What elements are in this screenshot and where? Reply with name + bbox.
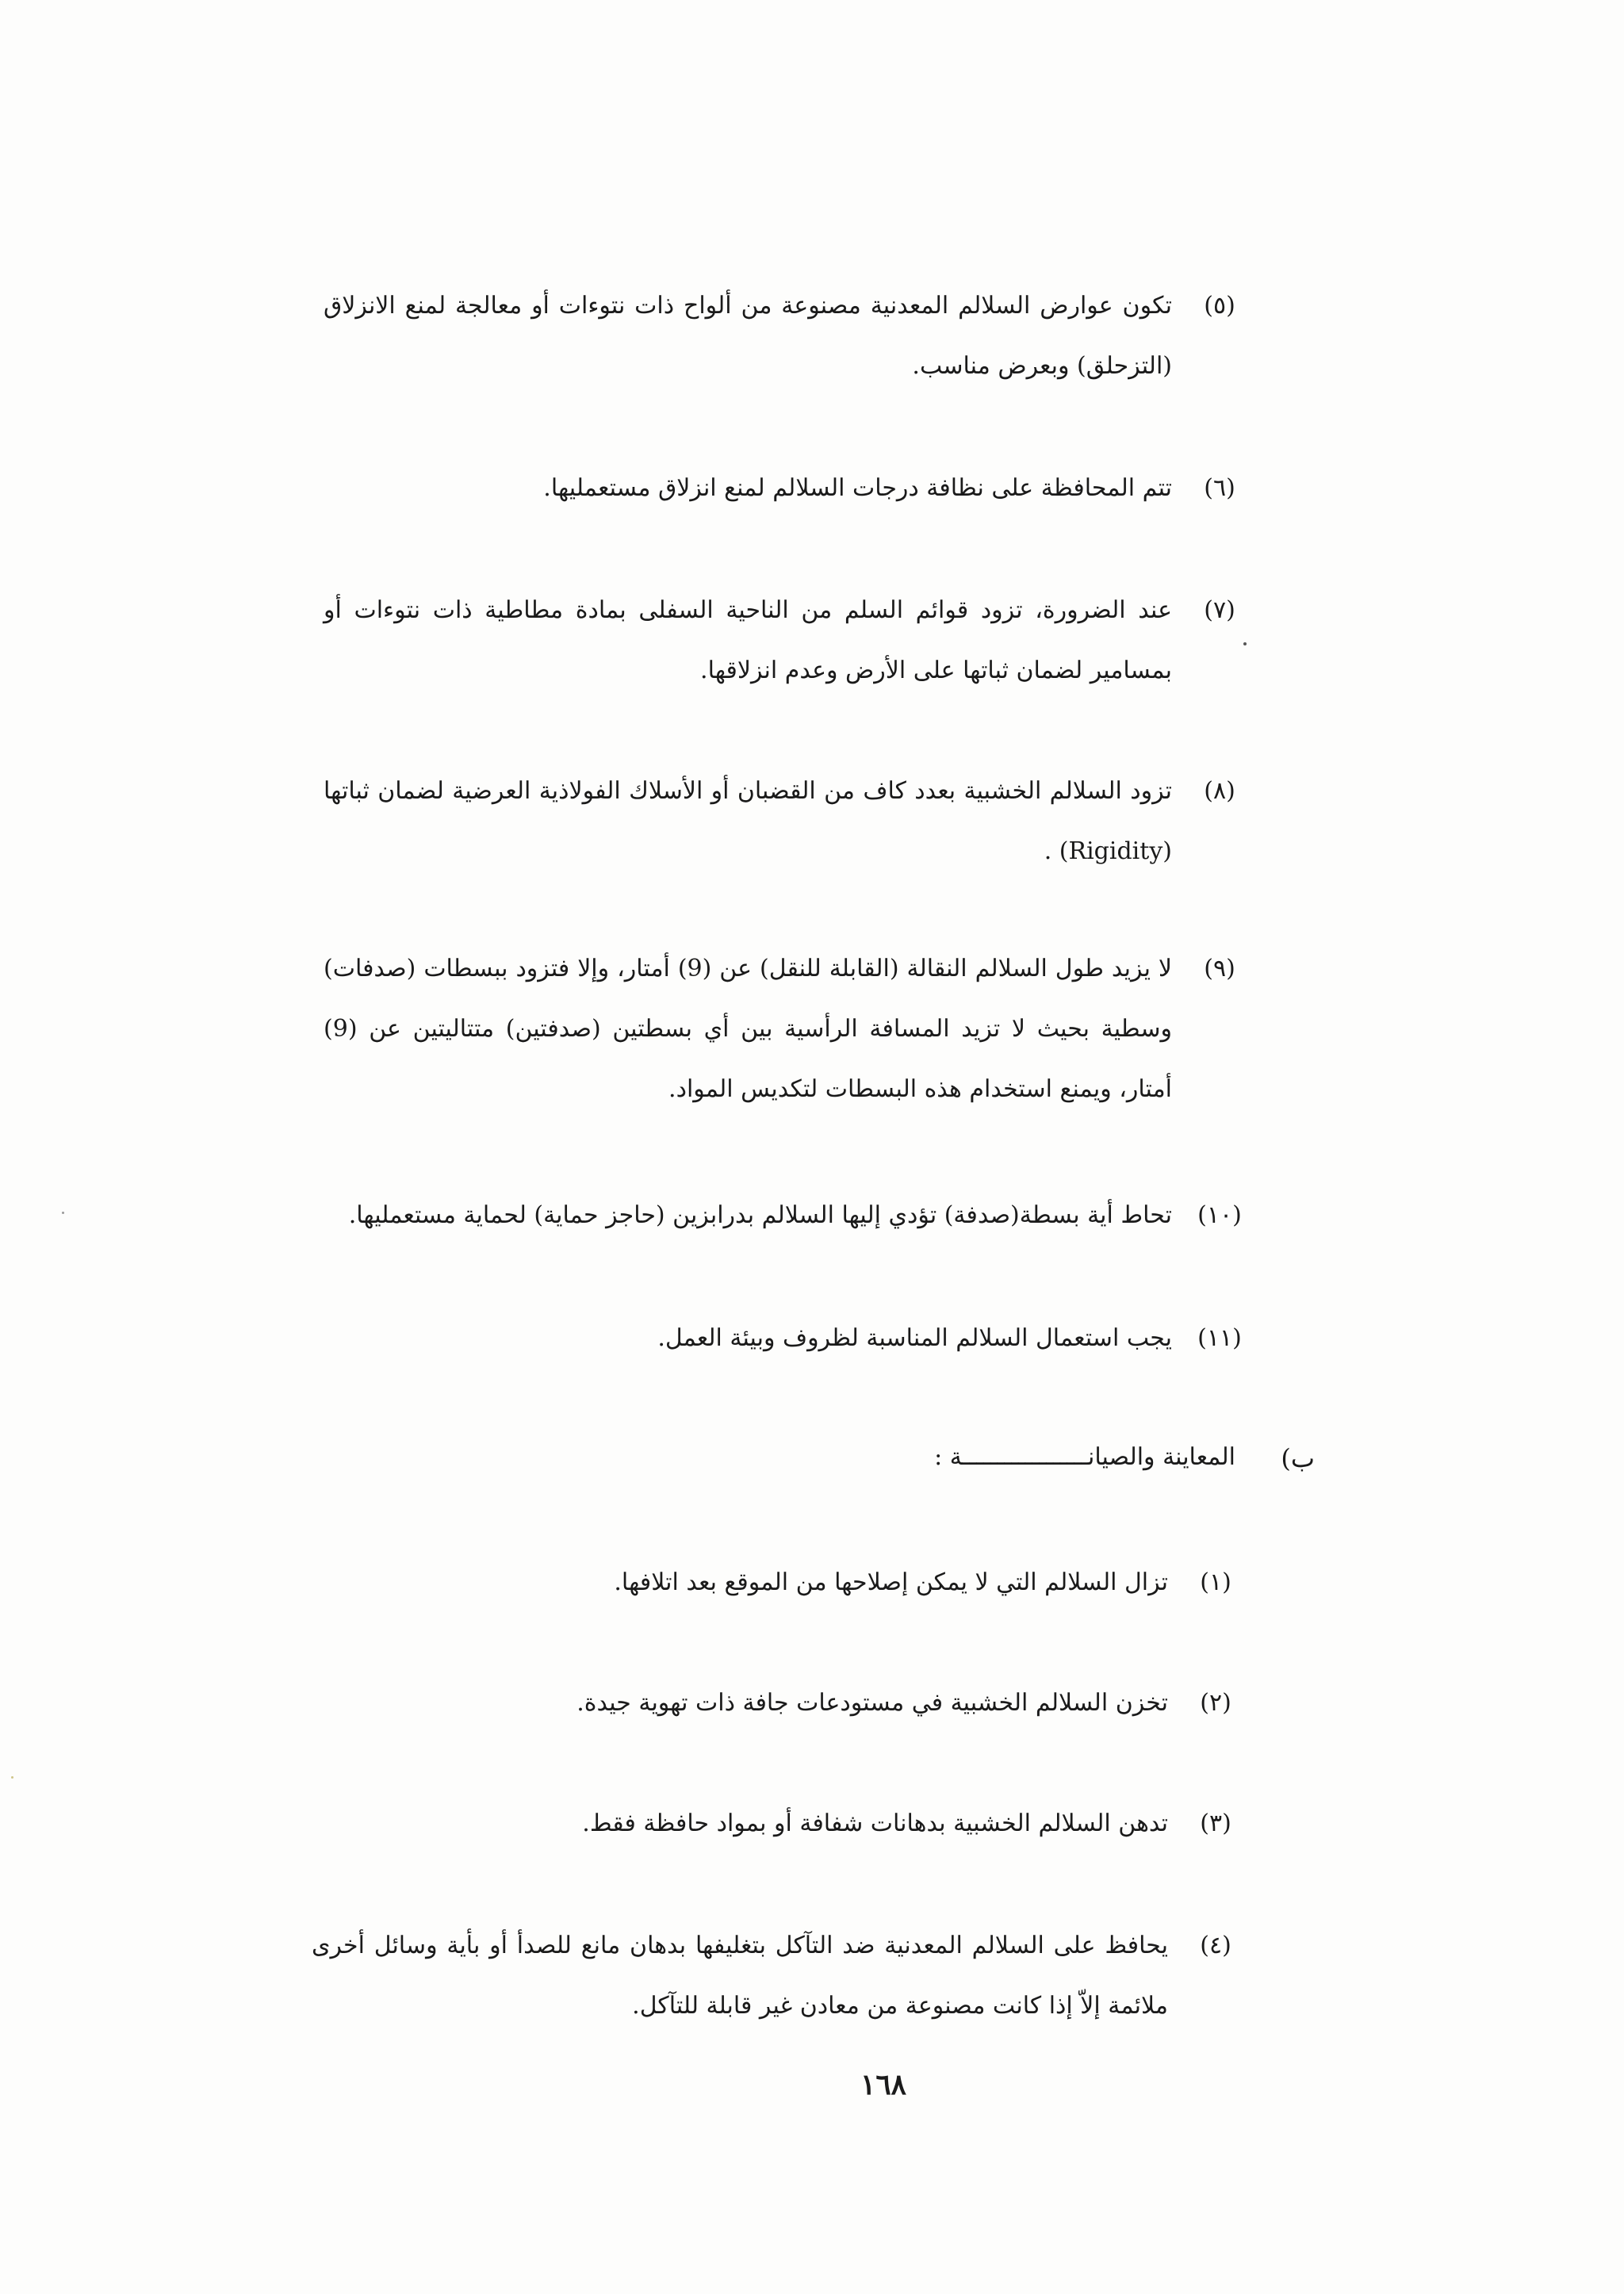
item-number: (٧): [1204, 596, 1235, 624]
item-text: تزال السلالم التي لا يمكن إصلاحها من الموقع بعد اتلافها.: [614, 1568, 1168, 1596]
item-text: عند الضرورة، تزود قوائم السلم من الناحية السفلى بمادة مطاطية ذات نتوءات أو بمسامير لضمان ثباتها على الأرض وعدم انزلاقها.: [324, 596, 1172, 684]
item-text: تكون عوارض السلالم المعدنية مصنوعة من ألواح ذات نتوءات أو معالجة لمنع الانزلاق (التزحلق) وبعرض مناسب.: [324, 292, 1172, 380]
item-text: تحاط أية بسطة(صدفة) تؤدي إليها السلالم بدرابزين (حاجز حماية) لحماية مستعمليها.: [348, 1201, 1172, 1229]
item-number: (١): [1200, 1568, 1231, 1596]
item-number: (٢): [1200, 1689, 1231, 1717]
item-number: (٣): [1200, 1810, 1231, 1837]
list-item-9: [324, 939, 1251, 1121]
scan-speck: [62, 1212, 64, 1214]
item-text: لا يزيد طول السلالم النقالة (القابلة للنقل) عن (9) أمتار، وإلا فتزود ببسطات (صدفات) وسطية بحيث لا تزيد المسافة الرأسية بين أي بسطتين (صدفتين) متتاليتين عن (9) أمتار، ويمنع استخدام هذه البسطات لتكديس المواد.: [324, 955, 1172, 1103]
item-number: (٤): [1200, 1932, 1231, 1959]
item-text: يجب استعمال السلالم المناسبة لظروف وبيئة العمل.: [657, 1324, 1172, 1352]
item-text: تزود السلالم الخشبية بعدد كاف من القضبان أو الأسلاك الفولاذية العرضية لضمان ثباتها (Rigidity) .: [324, 777, 1172, 865]
item-text: يحافظ على السلالم المعدنية ضد التآكل بتغليفها بدهان مانع للصدأ أو بأية وسائل أخرى ملائمة إلاّ إذا كانت مصنوعة من معادن غير قابلة للتآكل.: [312, 1932, 1168, 2020]
section-title: المعاينة والصيانــــــــــــــــــة :: [934, 1443, 1235, 1471]
item-number: (١٠): [1197, 1201, 1242, 1229]
list-item-8: [324, 761, 1251, 888]
item-number: (٨): [1204, 777, 1235, 805]
list-item-b3: [320, 1794, 1247, 1857]
scan-speck: [1243, 642, 1247, 645]
list-item-7: [324, 580, 1251, 707]
list-item-b2: [320, 1673, 1247, 1737]
item-number: (٩): [1204, 955, 1235, 982]
item-number: (٦): [1204, 474, 1235, 502]
section-letter: ب): [1281, 1443, 1315, 1473]
list-item-5: [324, 276, 1251, 403]
list-item-6: [324, 458, 1251, 522]
list-item-b1: [320, 1553, 1247, 1616]
page-number: ١٦٨: [860, 2068, 906, 2101]
list-item-11: [324, 1308, 1251, 1372]
list-item-10: [324, 1185, 1251, 1249]
list-item-b4: [312, 1916, 1247, 2043]
scan-speck: [11, 1776, 13, 1779]
item-text: تخزن السلالم الخشبية في مستودعات جافة ذات تهوية جيدة.: [576, 1689, 1168, 1717]
item-text: تتم المحافظة على نظافة درجات السلالم لمنع انزلاق مستعمليها.: [543, 474, 1172, 502]
item-text: تدهن السلالم الخشبية بدهانات شفافة أو بمواد حافظة فقط.: [582, 1810, 1168, 1837]
item-number: (٥): [1204, 292, 1235, 320]
item-number: (١١): [1197, 1324, 1242, 1352]
